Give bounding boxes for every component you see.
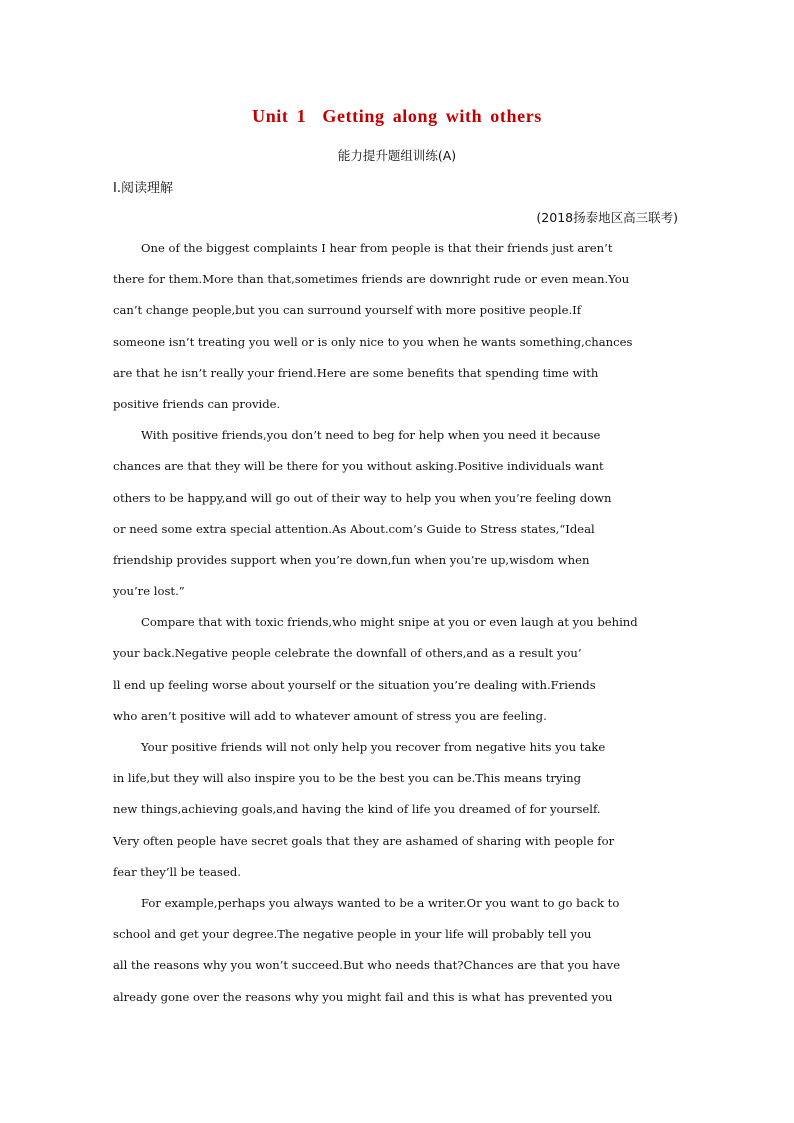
passage-line: who aren’t positive will add to whatever amount of stress you are feeling. <box>113 708 547 723</box>
passage-line: chances are that they will be there for you without asking.Positive individuals want <box>113 459 604 474</box>
passage-line: ll end up feeling worse about yourself or the situation you’re dealing with.Friends <box>113 677 596 692</box>
passage-line: Compare that with toxic friends,who might snipe at you or even laugh at you behind <box>141 615 638 630</box>
passage-line: others to be happy,and will go out of their way to help you when you’re feeling down <box>113 490 612 505</box>
passage-line: school and get your degree.The negative people in your life will probably tell you <box>113 927 592 942</box>
document-subtitle: 能力提升题组训练(A) <box>337 148 457 163</box>
passage-line: Very often people have secret goals that they are ashamed of sharing with people for <box>113 833 615 848</box>
document-title: Unit 1 Getting along with others <box>252 106 542 126</box>
passage-line: Your positive friends will not only help you recover from negative hits you take <box>141 740 606 754</box>
reading-passage <box>113 237 725 1017</box>
passage-line: positive friends can provide. <box>113 396 281 411</box>
passage-line: new things,achieving goals,and having the kind of life you dreamed of for yourself. <box>113 802 601 817</box>
passage-line: in life,but they will also inspire you to be the best you can be.This means trying <box>113 771 582 786</box>
passage-line: are that he isn’t really your friend.Here are some benefits that spending time with <box>113 365 599 380</box>
section-heading: Ⅰ.阅读理解 <box>113 181 173 196</box>
passage-line: or need some extra special attention.As About.com’s Guide to Stress states,“Ideal <box>113 521 595 536</box>
passage-line: With positive friends,you don’t need to beg for help when you need it because <box>141 428 601 443</box>
passage-line: can’t change people,but you can surround yourself with more positive people.If <box>113 303 582 318</box>
passage-line: your back.Negative people celebrate the downfall of others,and as a result you’ <box>113 646 582 661</box>
passage-line: there for them.More than that,sometimes friends are downright rude or even mean.You <box>113 272 630 287</box>
passage-line: fear they’ll be teased. <box>113 864 241 879</box>
source-note: (2018扬泰地区高三联考) <box>536 210 678 225</box>
passage-line: For example,perhaps you always wanted to be a writer.Or you want to go back to <box>141 895 620 910</box>
passage-line: someone isn’t treating you well or is only nice to you when he wants something,chances <box>113 334 633 349</box>
passage-line: you’re lost.” <box>113 584 185 599</box>
passage-line: friendship provides support when you’re down,fun when you’re up,wisdom when <box>113 552 590 567</box>
passage-line: all the reasons why you won’t succeed.But who needs that?Chances are that you have <box>113 958 621 973</box>
passage-line: One of the biggest complaints I hear from people is that their friends just aren’t <box>141 241 613 255</box>
passage-line: already gone over the reasons why you might fail and this is what has prevented you <box>113 989 613 1004</box>
